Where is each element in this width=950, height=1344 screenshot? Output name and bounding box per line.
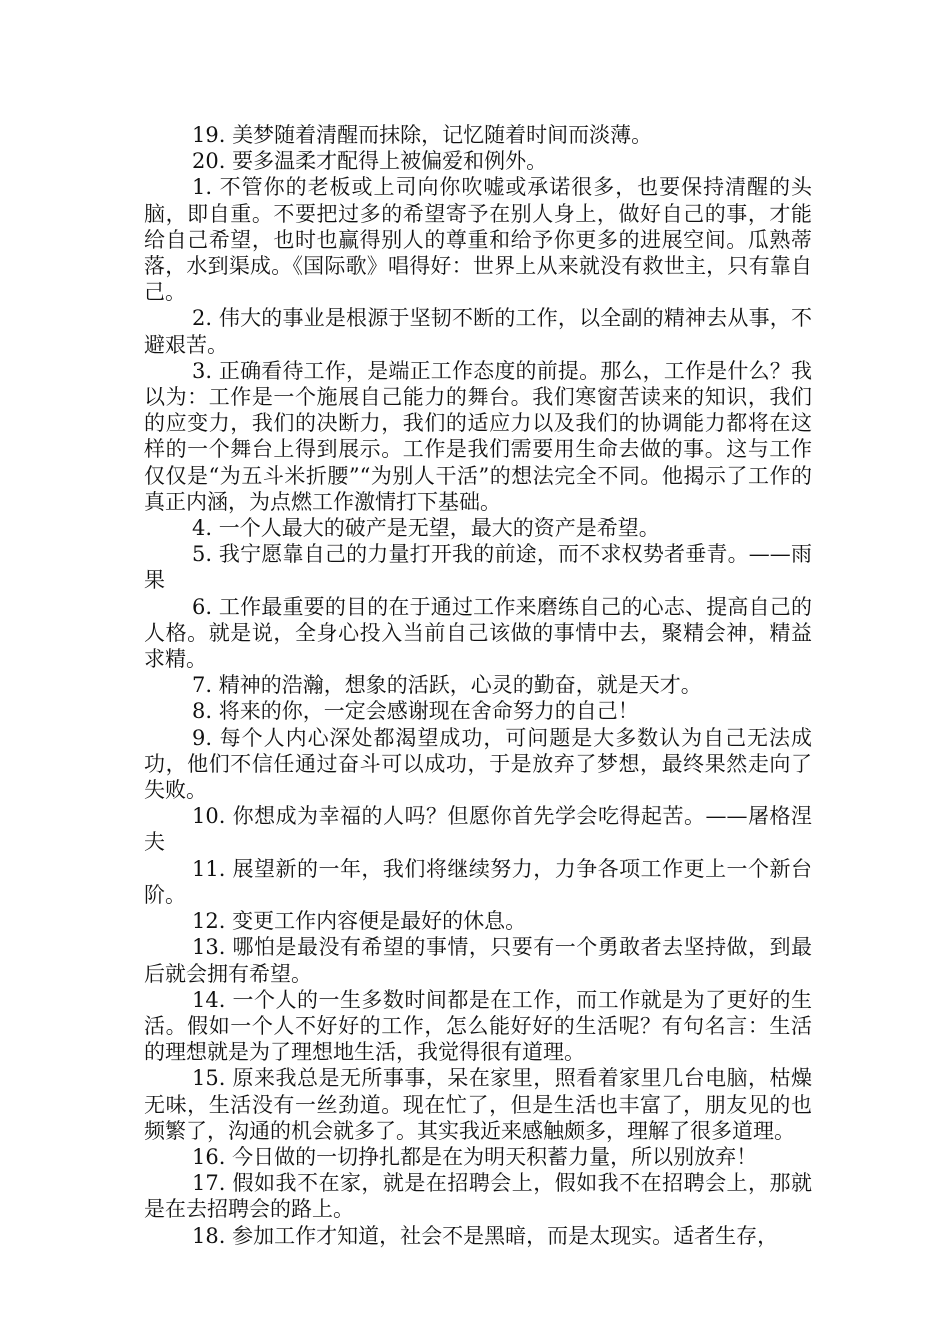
paragraph-14: 14. 一个人的一生多数时间都是在工作，而工作就是为了更好的生活。假如一个人不好好的工作，怎么能好好的生活呢？有句名言：生活的理想就是为了理想地生活，我觉得很有道理。	[144, 987, 812, 1065]
paragraph-4: 4. 一个人最大的破产是无望，最大的资产是希望。	[192, 516, 660, 541]
paragraph-18: 18. 参加工作才知道，社会不是黑暗，而是太现实。适者生存，	[192, 1223, 779, 1248]
paragraph-15: 15. 原来我总是无所事事，呆在家里，照看着家里几台电脑，枯燥无味，生活没有一丝劲道。现在忙了，但是生活也丰富了，朋友见的也频繁了，沟通的机会就多了。其实我近来感触颇多，理解了很多道理。	[144, 1066, 812, 1143]
paragraph-16: 16. 今日做的一切挣扎都是在为明天积蓄力量，所以别放弃！	[192, 1144, 758, 1169]
paragraph-5: 5. 我宁愿靠自己的力量打开我的前途，而不求权势者垂青。——雨果	[144, 542, 812, 593]
paragraph-9: 9. 每个人内心深处都渴望成功，可问题是大多数认为自己无法成功，他们不信任通过奋斗可以成功，于是放弃了梦想，最终果然走向了失败。	[144, 725, 812, 803]
paragraph-11: 11. 展望新的一年，我们将继续努力，力争各项工作更上一个新台阶。	[144, 856, 812, 907]
paragraph-2: 2. 伟大的事业是根源于坚韧不断的工作，以全副的精神去从事，不避艰苦。	[144, 306, 812, 357]
paragraph-8: 8. 将来的你，一定会感谢现在舍命努力的自己！	[192, 699, 639, 724]
paragraph-19: 19. 美梦随着清醒而抹除，记忆随着时间而淡薄。	[192, 123, 653, 147]
paragraph-1: 1. 不管你的老板或上司向你吹嘘或承诺很多，也要保持清醒的头脑，即自重。不要把过多的希望寄予在别人身上，做好自己的事，才能给自己希望，也时也赢得别人的尊重和给予你更多的进展空间。瓜熟蒂落，水到渠成。《国际歌》唱得好：世界上从来就没有救世主，只有靠自己。	[144, 175, 812, 305]
paragraph-10: 10. 你想成为幸福的人吗？但愿你首先学会吃得起苦。——屠格涅夫	[144, 804, 812, 855]
paragraph-17: 17. 假如我不在家，就是在招聘会上，假如我不在招聘会上，那就是在去招聘会的路上。	[144, 1171, 812, 1222]
paragraph-3: 3. 正确看待工作，是端正工作态度的前提。那么，工作是什么？我以为：工作是一个施展自己能力的舞台。我们寒窗苦读来的知识，我们的应变力，我们的决断力，我们的适应力以及我们的协调能力都将在这样的一个舞台上得到展示。工作是我们需要用生命去做的事。这与工作仅仅是“为五斗米折腰”“为别人干活”的想法完全不同。他揭示了工作的真正内涵，为点燃工作激情打下基础。	[144, 358, 812, 514]
paragraph-7: 7. 精神的浩瀚，想象的活跃，心灵的勤奋，就是天才。	[192, 673, 702, 698]
document-body	[144, 122, 812, 1249]
paragraph-12: 12. 变更工作内容便是最好的休息。	[192, 909, 527, 934]
paragraph-6: 6. 工作最重要的目的在于通过工作来磨练自己的心志、提高自己的人格。就是说，全身心投入当前自己该做的事情中去，聚精会神，精益求精。	[144, 594, 812, 672]
paragraph-20: 20. 要多温柔才配得上被偏爱和例外。	[192, 149, 548, 174]
paragraph-13: 13. 哪怕是最没有希望的事情，只要有一个勇敢者去坚持做，到最后就会拥有希望。	[144, 935, 812, 986]
